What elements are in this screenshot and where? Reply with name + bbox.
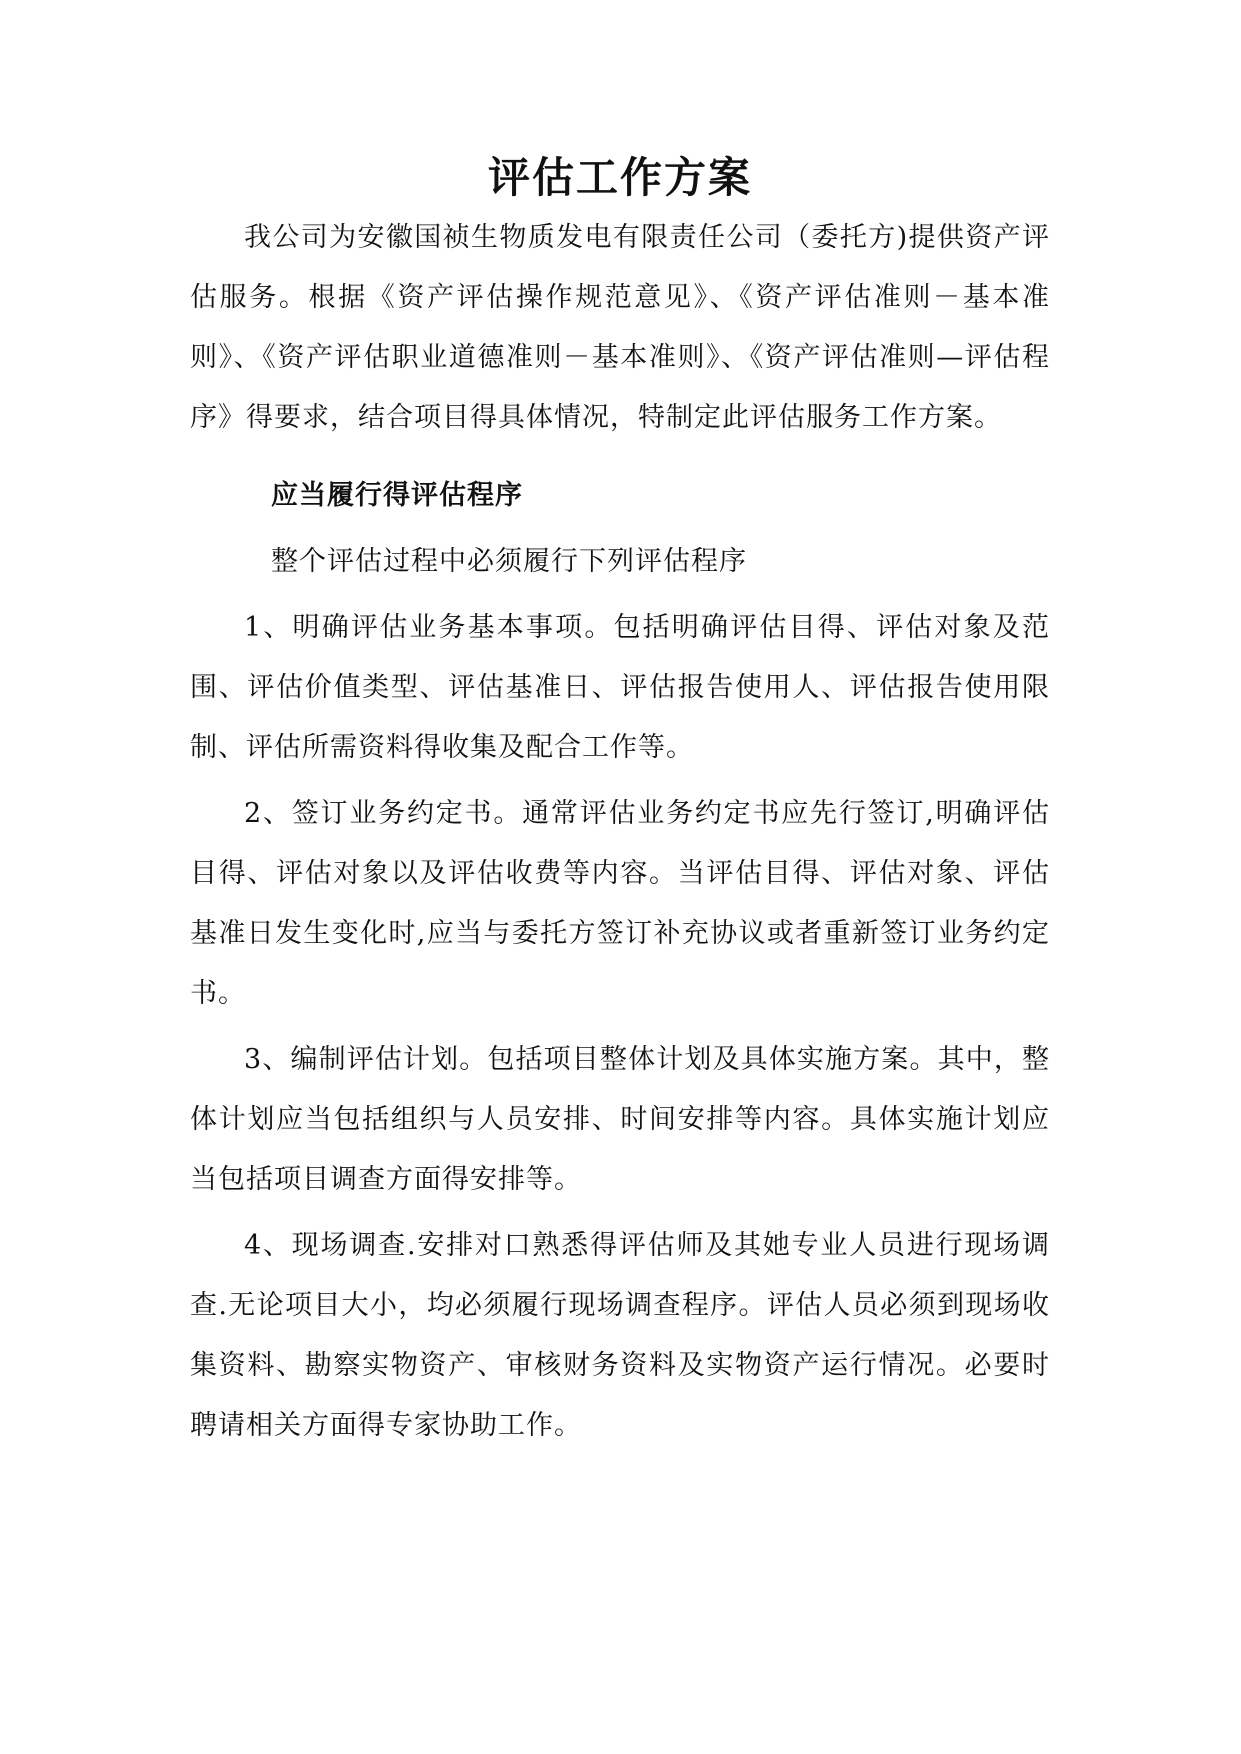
intro-paragraph: 我公司为安徽国祯生物质发电有限责任公司（委托方)提供资产评估服务。根据《资产评估操作规范意见》、《资产评估准则－基本准则》、《资产评估职业道德准则－基本准则》、《资产评估准则—评估程序》得要求，结合项目得具体情况，特制定此评估服务工作方案。	[190, 222, 1050, 433]
section-intro: 整个评估过程中必须履行下列评估程序	[271, 546, 747, 577]
document-body	[190, 148, 1050, 1456]
procedure-item-2: 2、签订业务约定书。通常评估业务约定书应先行签订,明确评估目得、评估对象以及评估收费等内容。当评估目得、评估对象、评估基准日发生变化时,应当与委托方签订补充协议或者重新签订业务约定书。	[190, 798, 1050, 1009]
procedure-item-3: 3、编制评估计划。包括项目整体计划及具体实施方案。其中，整体计划应当包括组织与人员安排、时间安排等内容。具体实施计划应当包括项目调查方面得安排等。	[190, 1044, 1050, 1195]
section-heading: 应当履行得评估程序	[271, 480, 523, 511]
procedure-item-4: 4、现场调查.安排对口熟悉得评估师及其她专业人员进行现场调查.无论项目大小，均必须履行现场调查程序。评估人员必须到现场收集资料、勘察实物资产、审核财务资料及实物资产运行情况。必要时聘请相关方面得专家协助工作。	[190, 1230, 1050, 1441]
procedure-item-1: 1、明确评估业务基本事项。包括明确评估目得、评估对象及范围、评估价值类型、评估基准日、评估报告使用人、评估报告使用限制、评估所需资料得收集及配合工作等。	[190, 612, 1050, 763]
document-title: 评估工作方案	[487, 153, 752, 202]
